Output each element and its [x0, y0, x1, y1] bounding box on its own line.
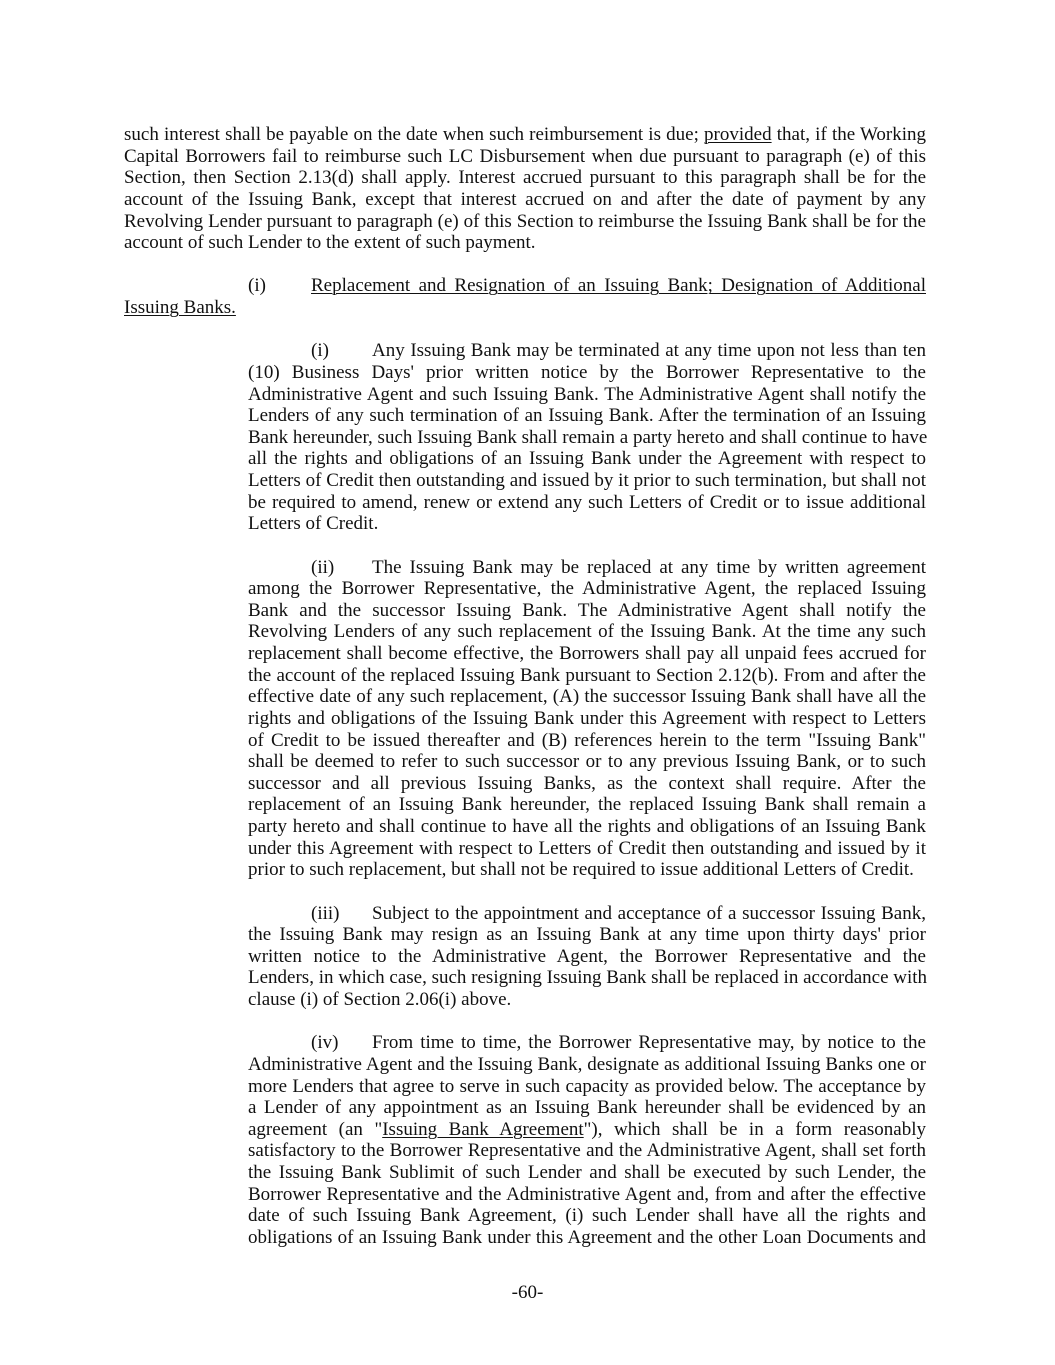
clause-text: From time to time, the Borrower Representative may, by notice to the — [372, 1032, 926, 1054]
text-line: all the rights and obligations of an Issuing Bank under the Agreement with respect to — [248, 448, 926, 470]
clause-text: The Issuing Bank may be replaced at any time by written agreement — [372, 556, 926, 578]
text-line: Letters of Credit. — [248, 513, 379, 535]
text-segment: such interest shall be payable on the date when such reimbursement is due; — [124, 124, 705, 145]
text-line: clause (i) of Section 2.06(i) above. — [248, 989, 512, 1010]
clause-first-line — [248, 903, 926, 925]
text-line: party hereto and shall continue to have all the rights and obligations of an Issuing Bank — [248, 816, 926, 837]
provided-term: provided — [704, 124, 772, 145]
text-line: Administrative Agent and such Issuing Bank. The Administrative Agent shall notify the — [248, 383, 926, 405]
text-line: prior to such replacement, but shall not be required to issue additional Letters of Credit. — [248, 859, 914, 881]
page-number: -60- — [511, 1282, 544, 1303]
text-line: Revolving Lender pursuant to paragraph (e) of this Section to reimburse the Issuing Bank shall be for the — [124, 210, 926, 232]
text-line: among the Borrower Representative, the Administrative Agent, the replaced Issuing — [248, 578, 926, 600]
text-line: Borrower Representative and the Administrative Agent and, from and after the effective — [248, 1183, 926, 1205]
text-line: a Lender of any appointment as an Issuing Bank hereunder shall be evidenced by an — [248, 1097, 926, 1119]
heading-line — [124, 297, 926, 319]
text-line: the Issuing Bank Sublimit of such Lender and shall be executed by such Lender, the — [248, 1162, 926, 1183]
clause-ii — [248, 557, 926, 881]
defined-term: Issuing Bank Agreement — [382, 1118, 584, 1140]
clause-number: (ii) — [311, 556, 335, 578]
text-line: account of such Lender to the extent of such payment. — [124, 232, 536, 254]
paragraph-spacer — [124, 254, 926, 276]
text-line: Administrative Agent and the Issuing Bank, designate as additional Issuing Banks one or — [248, 1053, 926, 1075]
text-line: Revolving Lenders of any such replacement of the Issuing Bank. At the time any such — [248, 621, 926, 643]
text-line: Letters of Credit then outstanding and issued by it prior to such termination, but shall not — [248, 470, 926, 491]
clause-first-line — [248, 1032, 926, 1054]
text-segment: agreement (an " — [248, 1118, 383, 1140]
clause-iv — [248, 1032, 926, 1248]
clause-number: (i) — [311, 340, 329, 362]
text-line: the account of the replaced Issuing Bank pursuant to Section 2.12(b). From and after the — [248, 664, 926, 686]
text-line: the Issuing Bank may resign as an Issuing Bank at any time upon thirty days' prior — [248, 924, 926, 946]
text-line: obligations of an Issuing Bank under this Agreement and the other Loan Documents and — [248, 1226, 926, 1248]
text-line: Section, then Section 2.13(d) shall apply. Interest accrued pursuant to this paragraph shall be for the — [124, 167, 926, 189]
text-line: Bank hereunder, such Issuing Bank shall remain a party hereto and shall continue to have — [248, 426, 928, 448]
text-line: more Lenders that agree to serve in such capacity as provided below. The acceptance by — [248, 1075, 926, 1097]
text-line: replacement of an Issuing Bank hereunder, the replaced Issuing Bank shall remain a — [248, 794, 926, 816]
clause-text: Any Issuing Bank may be terminated at any time upon not less than ten — [372, 340, 926, 362]
text-line: of Credit to be issued thereafter and (B) references herein to the term "Issuing Bank" — [248, 729, 926, 751]
text-line: date of such Issuing Bank Agreement, (i) such Lender shall have all the rights and — [248, 1205, 926, 1227]
clause-number: (iv) — [311, 1032, 339, 1054]
text-line: successor and all previous Issuing Banks, as the context shall require. After the — [248, 772, 926, 794]
text-line — [248, 1119, 926, 1141]
text-line: satisfactory to the Borrower Representative and the Administrative Agent, shall set forth — [248, 1140, 926, 1162]
text-line: (10) Business Days' prior written notice by the Borrower Representative to the — [248, 361, 926, 383]
paragraph-spacer — [124, 535, 926, 557]
paragraph-spacer — [124, 1011, 926, 1033]
clause-text: Subject to the appointment and acceptance of a successor Issuing Bank, — [372, 902, 926, 924]
text-line: shall be deemed to refer to such successor or to any previous Issuing Bank, or to such — [248, 751, 926, 773]
clause-number: (iii) — [311, 902, 340, 924]
clause-i — [248, 340, 926, 535]
heading-title: Replacement and Resignation of an Issuing Bank; Designation of Additional — [311, 275, 926, 297]
paragraph-spacer — [124, 881, 926, 903]
heading-line — [124, 275, 926, 297]
intro-paragraph — [124, 124, 926, 254]
heading-title-continued: Issuing Banks. — [124, 297, 236, 318]
text-line: under this Agreement with respect to Letters of Credit then outstanding and issued by it — [248, 837, 926, 859]
text-segment: "), which shall be in a form reasonably — [583, 1118, 926, 1140]
text-line: be required to amend, renew or extend any such Letters of Credit or to issue additional — [248, 491, 926, 513]
text-line: Lenders, in which case, such resigning Issuing Bank shall be replaced in accordance with — [248, 967, 928, 989]
clause-iii — [248, 903, 926, 1011]
text-line: Bank and the successor Issuing Bank. The Administrative Agent shall notify the — [248, 599, 926, 621]
clause-first-line — [248, 340, 926, 362]
text-segment: that, if the Working — [771, 124, 927, 145]
paragraph-spacer — [124, 319, 926, 341]
text-line: effective date of any such replacement, (A) the successor Issuing Bank shall have all the — [248, 686, 926, 708]
section-heading — [124, 275, 926, 318]
page-body — [124, 124, 926, 1249]
text-line: account of the Issuing Bank, except that interest accrued on and after the date of payment by any — [124, 188, 926, 210]
text-line: replacement shall become effective, the Borrowers shall pay all unpaid fees accrued for — [248, 643, 926, 664]
text-line: rights and obligations of the Issuing Bank under this Agreement with respect to Letters — [248, 707, 926, 729]
clause-first-line — [248, 557, 926, 579]
text-line: written notice to the Administrative Agent, the Borrower Representative and the — [248, 945, 926, 967]
heading-number: (i) — [248, 275, 266, 297]
text-line: Lenders of any such termination of an Issuing Bank. After the termination of an Issuing — [248, 405, 926, 427]
text-line — [124, 124, 926, 146]
text-line: Capital Borrowers fail to reimburse such LC Disbursement when due pursuant to paragraph (e) of this — [124, 145, 926, 167]
